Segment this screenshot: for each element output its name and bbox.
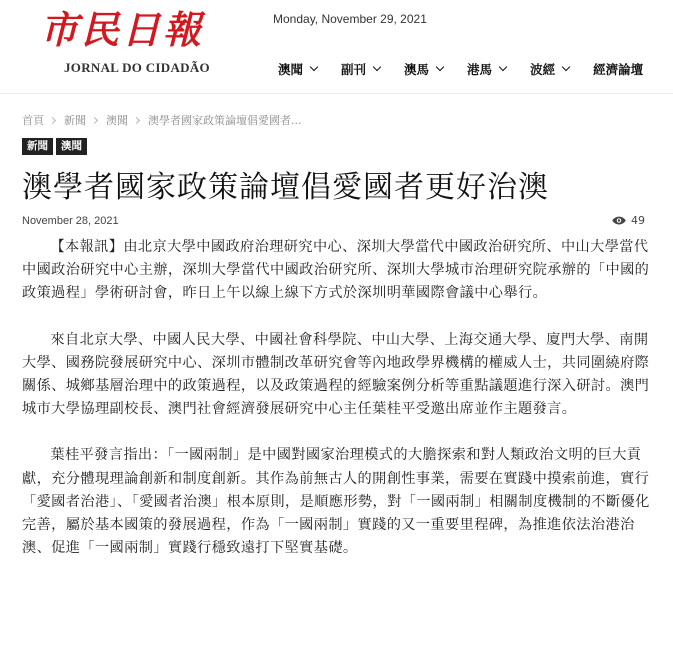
breadcrumb-home[interactable]: 首頁 [22,114,44,127]
main-nav [278,60,643,78]
chevron-right-icon [91,116,98,123]
chevron-down-icon [499,63,507,71]
article-paragraph: 【本報訊】由北京大學中國政府治理研究中心、深圳大學當代中國政治研究所、中山大學當代中國政治研究中心主辦，深圳大學當代中國政治研究所、深圳大學城市治理研究院承辦的「中國的政策過程」學術研討會，昨日上午以線上線下方式於深圳明華國際會議中心舉行。 [22,239,650,302]
nav-item-supplement[interactable] [341,60,380,78]
nav-item-label: 經濟論壇 [593,62,644,77]
nav-item-label: 波經 [530,62,556,77]
nav-item-hk-racing[interactable] [467,60,506,78]
logo-portuguese-text: JORNAL DO CIDADÃO [64,60,210,75]
nav-item-football[interactable] [530,60,569,78]
breadcrumb [22,112,302,128]
site-header [0,0,673,94]
tag-news[interactable]: 新聞 [22,138,53,155]
chevron-right-icon [133,116,140,123]
article-paragraph: 葉桂平發言指出：「一國兩制」是中國對國家治理模式的大膽探索和對人類政治文明的巨大貢獻，充分體現理論創新和制度創新。其作為前無古人的開創性事業，需要在實踐中摸索前進，實行「愛國者治港」、「愛國者治澳」根本原則，是順應形勢，對「一國兩制」相關制度機制的不斷優化完善，屬於基本國策的發展過程，作為「一國兩制」實踐的又一重要里程碑，為推進依法治港治澳、促進「一國兩制」實踐行穩致遠打下堅實基礎。 [22,447,650,557]
nav-item-label: 澳馬 [404,62,430,77]
nav-item-economic-forum[interactable] [593,60,643,78]
nav-item-macau-racing[interactable] [404,60,443,78]
breadcrumb-current: 澳學者國家政策論壇倡愛國者... [148,114,302,127]
current-date: Monday, November 29, 2021 [273,12,427,26]
eye-icon [612,216,626,225]
article-date: November 28, 2021 [22,215,119,227]
breadcrumb-news[interactable]: 新聞 [64,114,86,127]
nav-item-macau-news[interactable] [278,60,317,78]
chevron-right-icon [49,116,56,123]
nav-item-label: 港馬 [467,62,493,77]
breadcrumb-macau-news[interactable]: 澳聞 [106,114,128,127]
nav-item-label: 澳聞 [278,62,304,77]
logo-chinese-text: 市民日報 [40,7,205,52]
article-body [22,236,656,583]
chevron-down-icon [436,63,444,71]
site-logo[interactable] [40,8,230,80]
view-count [612,214,645,227]
chevron-down-icon [562,63,570,71]
chevron-down-icon [373,63,381,71]
article-title: 澳學者國家政策論壇倡愛國者更好治澳 [22,170,549,205]
chevron-down-icon [310,63,318,71]
tag-macau-news[interactable]: 澳聞 [56,138,87,155]
article-paragraph: 來自北京大學、中國人民大學、中國社會科學院、中山大學、上海交通大學、廈門大學、南開大學、國務院發展研究中心、深圳市體制改革研究會等內地政學界機構的權威人士，共同圍繞府際關係、城鄉基層治理中的政策過程，以及政策過程的經驗案例分析等重點議題進行深入研討。澳門城市大學協理副校長、澳門社會經濟發展研究中心主任葉桂平受邀出席並作主題發言。 [22,331,650,418]
category-tags [22,138,90,155]
nav-item-label: 副刊 [341,62,367,77]
view-count-value: 49 [631,214,645,227]
